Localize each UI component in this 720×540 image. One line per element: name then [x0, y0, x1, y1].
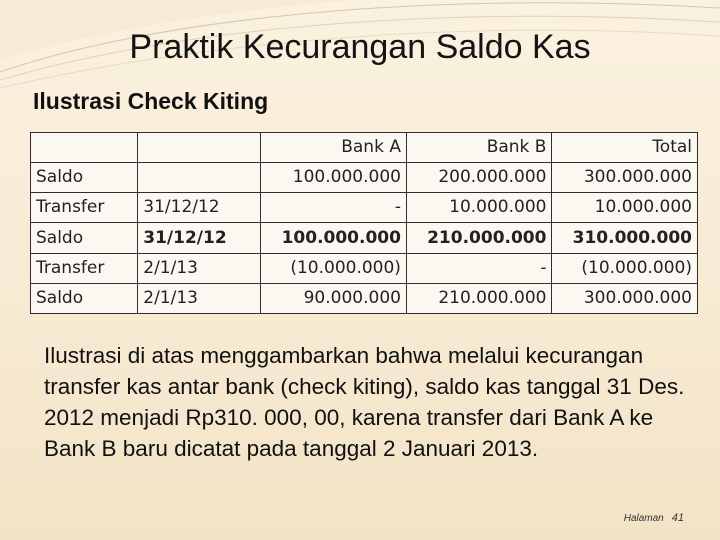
bank-a-value: (10.000.000): [261, 253, 407, 283]
total-value: 10.000.000: [552, 193, 698, 223]
row-date: [138, 163, 261, 193]
header-cell-bank-a: Bank A: [261, 133, 407, 163]
page-number: 41: [671, 512, 684, 524]
total-value: 300.000.000: [552, 163, 698, 193]
row-label: Transfer: [31, 193, 138, 223]
check-kiting-table: [30, 132, 698, 314]
bank-a-value: 100.000.000: [261, 163, 407, 193]
bank-b-value: 10.000.000: [406, 193, 552, 223]
header-cell: [31, 133, 138, 163]
slide-subtitle: Ilustrasi Check Kiting: [33, 88, 269, 114]
bank-b-value: 200.000.000: [406, 163, 552, 193]
bank-b-value: 210.000.000: [406, 283, 552, 313]
row-label: Saldo: [31, 223, 138, 253]
header-cell: [138, 133, 261, 163]
slide-title: Praktik Kecurangan Saldo Kas: [129, 28, 591, 66]
row-label: Transfer: [31, 253, 138, 283]
row-date: 2/1/13: [138, 253, 261, 283]
bank-a-value: 100.000.000: [261, 223, 407, 253]
header-cell-total: Total: [552, 133, 698, 163]
table-row: [31, 223, 698, 253]
bank-b-value: 210.000.000: [406, 223, 552, 253]
row-label: Saldo: [31, 283, 138, 313]
table-row: [31, 163, 698, 193]
page-footer: [624, 512, 684, 524]
table-header-row: [31, 133, 698, 163]
total-value: (10.000.000): [552, 253, 698, 283]
table-row: [31, 193, 698, 223]
row-date: 31/12/12: [138, 193, 261, 223]
header-cell-bank-b: Bank B: [406, 133, 552, 163]
bank-a-value: 90.000.000: [261, 283, 407, 313]
footer-label: Halaman: [623, 513, 664, 524]
table-row: [31, 283, 698, 313]
row-date: 2/1/13: [138, 283, 261, 313]
bank-a-value: -: [261, 193, 407, 223]
row-date: 31/12/12: [138, 223, 261, 253]
table-row: [31, 253, 698, 283]
row-label: Saldo: [31, 163, 138, 193]
total-value: 310.000.000: [552, 223, 698, 253]
explanation-paragraph: Ilustrasi di atas menggambarkan bahwa melalui kecurangan transfer kas antar bank (check kiting), saldo kas tanggal 31 Des. 2012 menjadi Rp310. 000, 00, karena transfer dari Bank A ke Bank B baru dicatat pada tanggal 2 Januari 2013.: [44, 343, 685, 461]
bank-b-value: -: [406, 253, 552, 283]
total-value: 300.000.000: [552, 283, 698, 313]
